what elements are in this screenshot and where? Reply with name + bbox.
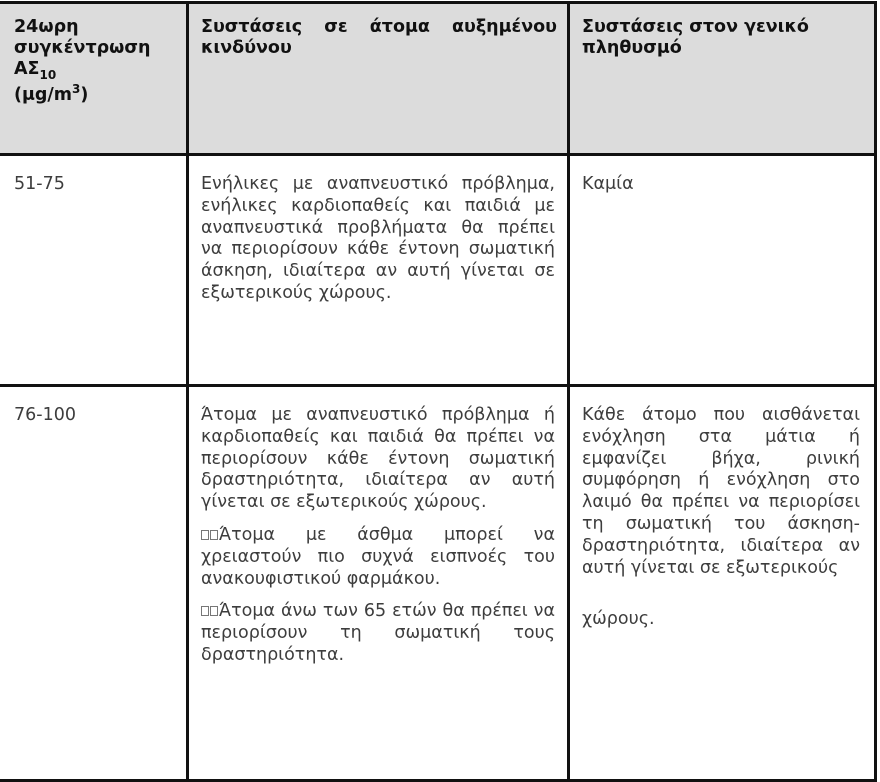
- general-paragraph: Καμία: [582, 174, 634, 194]
- header-row: [0, 3, 876, 155]
- at-risk-bullet: [201, 525, 555, 590]
- pm10-recommendations-table: [0, 1, 877, 782]
- header-concentration-line1: 24ωρη: [14, 17, 79, 37]
- pm-symbol: ΑΣ: [14, 59, 40, 79]
- general-paragraph-continued: χώρους.: [582, 609, 655, 630]
- header-general-label: Συστάσεις στον γενικό πληθυσμό: [582, 17, 809, 58]
- at-risk-cell: [188, 386, 569, 781]
- table-row: [0, 386, 876, 781]
- unit-text: (μg/m: [14, 85, 73, 105]
- at-risk-bullet-text: Άτομα με άσθμα μπορεί να χρειαστούν πιο συχνά εισπνοές του ανακουφιστικού φαρμάκου.: [201, 524, 555, 589]
- at-risk-bullet-text: Άτομα άνω των 65 ετών θα πρέπει να περιορίσουν τη σωματική τους δραστηριότητα.: [201, 601, 555, 665]
- range-value: 51-75: [14, 174, 65, 194]
- header-pm10-symbol: [14, 59, 178, 80]
- header-units: [14, 82, 178, 106]
- table-row: [0, 155, 876, 386]
- range-cell: [0, 155, 188, 386]
- header-concentration-line2: συγκέντρωση: [14, 38, 151, 58]
- general-paragraph: Κάθε άτομο που αισθάνεται ενόχληση στα μάτια ή εμφανίζει βήχα, ρινική συμφόρηση ή ενόχληση στο λαιμό θα πρέπει να περιορίσει τη σωματική του άσκηση-δραστηριότητα, ιδιαίτερα αν αυτή γίνεται σε εξωτερικούς: [582, 405, 860, 578]
- missing-glyph-icon: [210, 606, 218, 616]
- at-risk-bullet: [201, 601, 555, 666]
- missing-glyph-icon: [210, 530, 218, 540]
- at-risk-cell: [188, 155, 569, 386]
- header-concentration: [0, 3, 188, 155]
- unit-close: ): [80, 85, 89, 105]
- range-value: 76-100: [14, 405, 76, 425]
- at-risk-paragraph: Άτομα με αναπνευστικό πρόβλημα ή καρδιοπαθείς και παιδιά θα πρέπει να περιορίσουν κάθε έντονη σωματική δραστηριότητα, ιδιαίτερα αν αυτή γίνεται σε εξωτερικούς χώρους.: [201, 405, 555, 513]
- general-cell: [569, 155, 876, 386]
- at-risk-paragraph: Ενήλικες με αναπνευστικό πρόβλημα, ενήλικες καρδιοπαθείς και παιδιά με αναπνευστικά προβλήματα θα πρέπει να περιορίσουν κάθε έντονη σωματική άσκηση, ιδιαίτερα αν αυτή γίνεται σε εξωτερικούς χώρους.: [201, 174, 555, 303]
- header-general: [569, 3, 876, 155]
- header-at-risk-label: Συστάσεις σε άτομα αυξημένου κινδύνου: [201, 17, 557, 58]
- unit-superscript: 3: [72, 82, 81, 96]
- missing-glyph-icon: [201, 530, 209, 540]
- general-cell: [569, 386, 876, 781]
- header-at-risk: [188, 3, 569, 155]
- missing-glyph-icon: [201, 606, 209, 616]
- pm-subscript: 10: [39, 68, 57, 82]
- range-cell: [0, 386, 188, 781]
